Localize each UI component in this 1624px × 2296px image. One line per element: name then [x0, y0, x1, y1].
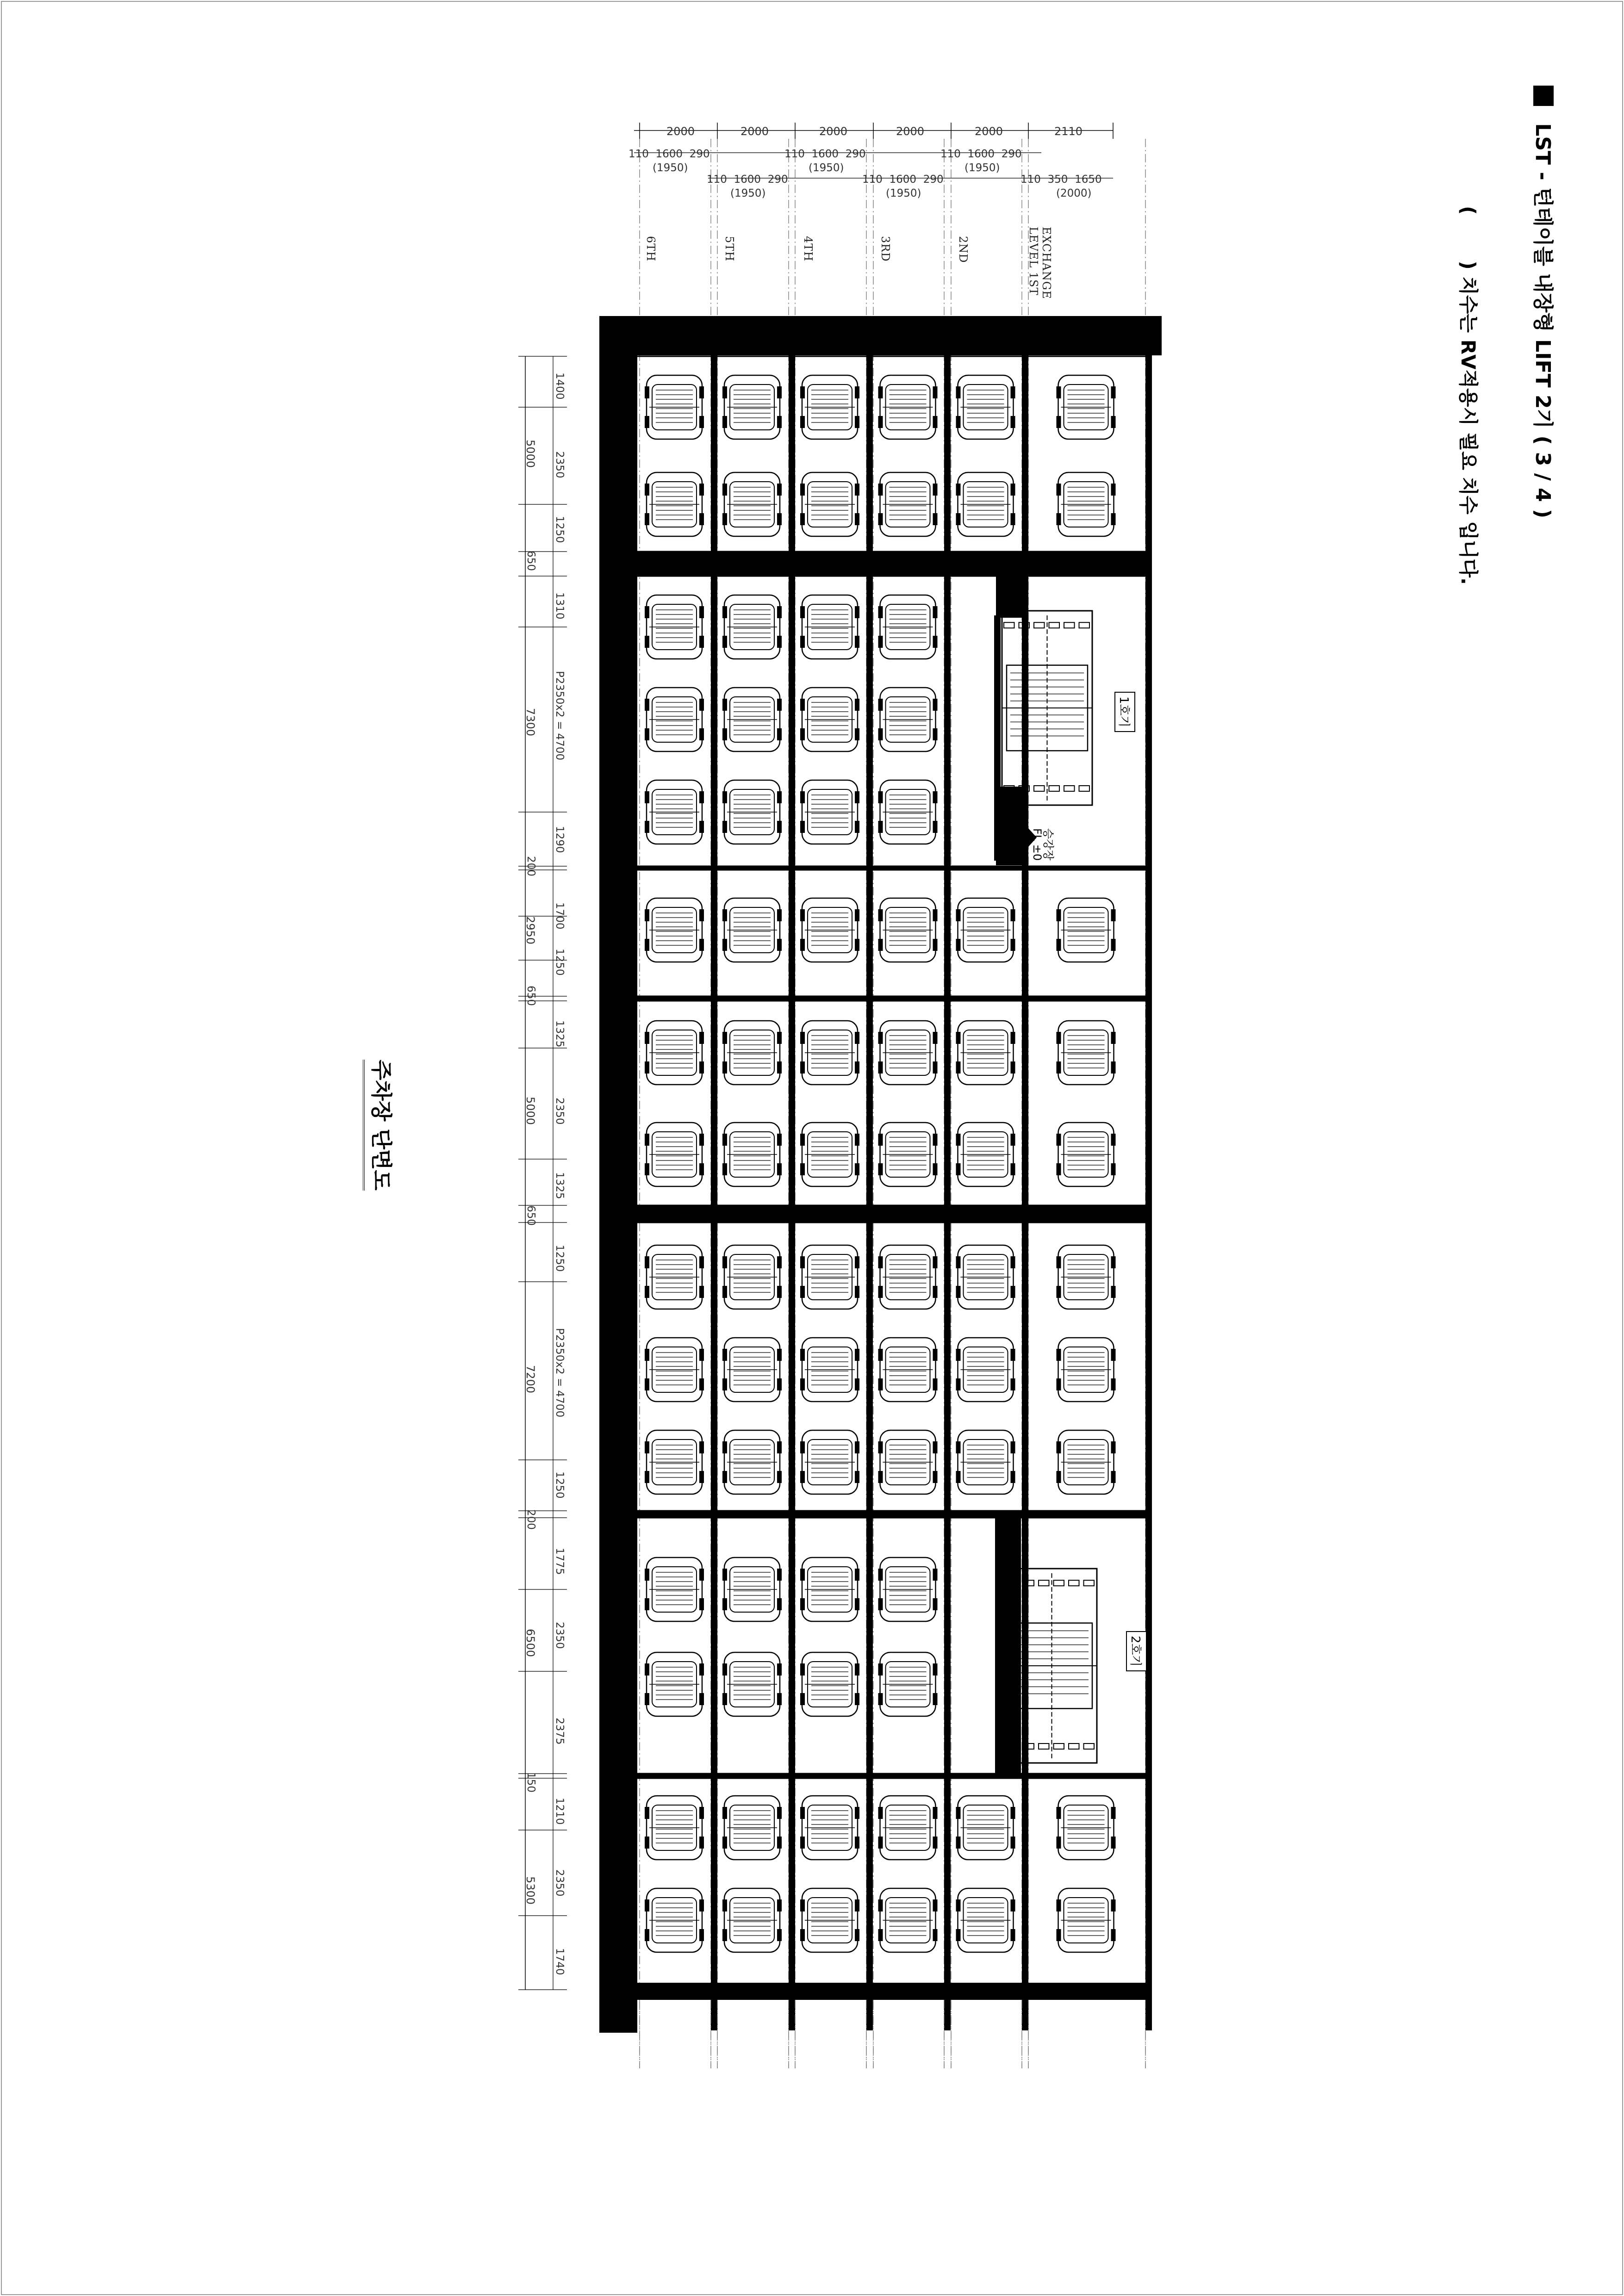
car-icon: [800, 595, 859, 659]
car-icon: [956, 1123, 1015, 1186]
car-icon: [956, 1245, 1015, 1309]
floor-slab: [637, 996, 1146, 1001]
car-icon: [722, 780, 782, 844]
column-wall: [866, 355, 873, 2030]
zone-sub-dim: 1310: [554, 592, 566, 620]
drawing-title: [1530, 86, 1560, 518]
lift-1-mechanism: [1002, 611, 1092, 805]
car-icon: [722, 1796, 782, 1860]
zone-sub-dim: 1290: [554, 826, 566, 853]
floor-label-3rd: 3RD: [879, 236, 892, 262]
top-dim-total: 2000: [740, 125, 769, 138]
top-slab: [599, 316, 1162, 355]
zone-total-dim: 5000: [524, 1097, 537, 1125]
car-icon: [645, 1652, 704, 1716]
zone-sub-dim: 2350: [554, 1098, 566, 1125]
car-icon: [1057, 1888, 1116, 1952]
top-dim-total: 2000: [666, 125, 695, 138]
floor-slab: [637, 866, 1146, 870]
zone-sub-dim: 1210: [554, 1798, 566, 1825]
car-icon: [722, 688, 782, 751]
lift-2-shaft-wall: [995, 1518, 1021, 1777]
car-icon: [645, 1021, 704, 1085]
top-dim-detail: 110 1600 290: [628, 148, 710, 160]
car-icon: [645, 1430, 704, 1494]
top-dim-total: 2000: [896, 125, 925, 138]
top-dim-rv: (2000): [1056, 187, 1092, 199]
top-dim-detail: 110 1600 290: [940, 148, 1022, 160]
car-icon: [800, 1245, 859, 1309]
zone-sub-dim: 2350: [554, 1869, 566, 1897]
car-icon: [722, 1338, 782, 1402]
lift-1-level-value: FL ±0: [1031, 828, 1044, 861]
car-icon: [800, 1558, 859, 1621]
car-icon: [645, 1888, 704, 1952]
car-icon: [800, 1796, 859, 1860]
car-icon: [1057, 1338, 1116, 1402]
car-icon: [800, 1021, 859, 1085]
top-dim-rv: (1950): [653, 162, 688, 174]
zone-sub-dim: 1250: [554, 1245, 566, 1272]
car-icon: [722, 472, 782, 536]
car-icon: [722, 1123, 782, 1186]
floor-label-4th: 4TH: [802, 236, 815, 262]
zone-gap-dim: 650: [525, 986, 537, 1006]
car-icon: [878, 688, 938, 751]
car-icon: [1057, 472, 1116, 536]
zone-sub-dim: P2350x2 = 4700: [554, 1328, 566, 1418]
car-icon: [722, 1430, 782, 1494]
floor-label-5th: 5TH: [723, 236, 736, 262]
car-icon: [878, 780, 938, 844]
note-open-bracket: (: [1457, 206, 1480, 215]
car-icon: [722, 1652, 782, 1716]
lift-1-shaft-wall: [996, 787, 1022, 865]
zone-gap-dim: 200: [525, 856, 537, 876]
top-dim-total: 2000: [975, 125, 1003, 138]
zone-gap-dim: 650: [525, 551, 537, 571]
car-icon: [800, 1338, 859, 1402]
floor-label-6th: 6TH: [644, 236, 657, 262]
car-icon: [878, 1338, 938, 1402]
car-icon: [1057, 1245, 1116, 1309]
zone-sub-dim: 1250: [554, 1471, 566, 1499]
car-icon: [722, 1021, 782, 1085]
car-icon: [800, 1123, 859, 1186]
car-icon: [722, 1558, 782, 1621]
zone-gap-dim: 150: [525, 1772, 537, 1793]
car-icon: [956, 375, 1015, 439]
floor-slab: [637, 1205, 1146, 1222]
section-title: 주차장 단면도: [363, 1060, 398, 1191]
top-dim-rv: (1950): [730, 187, 766, 199]
top-dim-rv: (1950): [886, 187, 921, 199]
car-icon: [722, 898, 782, 962]
floor-slab: [637, 552, 1146, 576]
car-icon: [800, 898, 859, 962]
car-icon: [800, 472, 859, 536]
car-icon: [878, 1652, 938, 1716]
zone-sub-dim: 1250: [554, 949, 566, 976]
lift-1-level-mark: 승강장: [1042, 828, 1055, 861]
zone-sub-dim: 1740: [554, 1948, 566, 1975]
zone-total-dim: 5300: [524, 1876, 537, 1905]
zone-sub-dim: 1775: [554, 1548, 566, 1575]
car-icon: [722, 1888, 782, 1952]
car-icon: [722, 595, 782, 659]
column-wall: [1022, 355, 1028, 2030]
car-icon: [645, 595, 704, 659]
zone-total-dim: 7300: [524, 708, 537, 737]
title-text: LST - 턴테이블 내장형 LIFT 2기 ( 3 / 4 ): [1531, 123, 1555, 519]
top-dim-rv: (1950): [964, 162, 1000, 174]
car-icon: [956, 898, 1015, 962]
car-icon: [878, 1245, 938, 1309]
car-icon: [1057, 1021, 1116, 1085]
car-icon: [722, 1245, 782, 1309]
car-icon: [722, 375, 782, 439]
car-icon: [956, 472, 1015, 536]
car-icon: [1057, 375, 1116, 439]
car-icon: [878, 1558, 938, 1621]
car-icon: [645, 1245, 704, 1309]
floor-label-1st: EXCHANGE LEVEL 1ST: [1027, 227, 1053, 299]
top-dim-rv: (1950): [809, 162, 844, 174]
zone-total-dim: 2950: [524, 916, 537, 945]
car-icon: [956, 1338, 1015, 1402]
car-icon: [645, 688, 704, 751]
car-icon: [800, 1652, 859, 1716]
top-dim-detail: 110 1600 290: [784, 148, 866, 160]
lift-2-label: 2호기: [1126, 1631, 1147, 1671]
car-icon: [645, 375, 704, 439]
car-icon: [800, 780, 859, 844]
car-icon: [1057, 1796, 1116, 1860]
zone-total-dim: 6500: [524, 1629, 537, 1657]
top-dim-detail: 110 1600 290: [707, 174, 788, 186]
floor-slab: [637, 1983, 1146, 1990]
top-dim-total: 2000: [819, 125, 848, 138]
car-icon: [878, 1888, 938, 1952]
bottom-slab: [599, 1990, 1152, 2000]
floor-slab: [637, 1774, 1146, 1778]
car-icon: [800, 688, 859, 751]
top-dim-detail: 110 350 1650: [1020, 174, 1102, 186]
zone-total-dim: 7200: [524, 1365, 537, 1394]
zone-sub-dim: 1325: [554, 1020, 566, 1048]
car-icon: [878, 595, 938, 659]
car-icon: [956, 1888, 1015, 1952]
right-wall: [1145, 355, 1152, 2030]
top-dim-total: 2110: [1054, 125, 1083, 138]
zone-sub-dim: 2375: [554, 1718, 566, 1745]
column-wall: [711, 355, 717, 2030]
zone-sub-dim: 2350: [554, 451, 566, 478]
zone-sub-dim: 1325: [554, 1172, 566, 1199]
car-icon: [645, 780, 704, 844]
car-icon: [878, 1123, 938, 1186]
car-icon: [800, 1888, 859, 1952]
zone-gap-dim: 200: [525, 1509, 537, 1530]
car-icon: [1057, 898, 1116, 962]
car-icon: [878, 1796, 938, 1860]
car-icon: [878, 898, 938, 962]
zone-sub-dim: 1700: [554, 902, 566, 930]
zone-sub-dim: 1250: [554, 516, 566, 543]
zone-gap-dim: 650: [525, 1205, 537, 1226]
car-icon: [645, 1796, 704, 1860]
car-icon: [645, 1123, 704, 1186]
lift-1-label: 1호기: [1114, 692, 1135, 732]
car-icon: [645, 1338, 704, 1402]
car-icon: [956, 1021, 1015, 1085]
car-icon: [1057, 1123, 1116, 1186]
car-icon: [1057, 1430, 1116, 1494]
zone-total-dim: 5000: [524, 440, 537, 468]
car-icon: [878, 1021, 938, 1085]
column-wall: [789, 355, 795, 2030]
car-icon: [878, 375, 938, 439]
car-icon: [878, 472, 938, 536]
note-text: ) 치수는 RV적용시 필요 치수 입니다.: [1457, 261, 1480, 585]
top-dim-detail: 110 1600 290: [862, 174, 944, 186]
floor-label-2nd: 2ND: [957, 236, 970, 263]
car-icon: [645, 898, 704, 962]
zone-sub-dim: 2350: [554, 1622, 566, 1649]
car-icon: [878, 1430, 938, 1494]
car-icon: [645, 472, 704, 536]
left-wall: [599, 316, 637, 2033]
column-wall: [944, 355, 951, 2030]
car-icon: [956, 1430, 1015, 1494]
car-icon: [800, 1430, 859, 1494]
car-icon: [956, 1796, 1015, 1860]
car-icon: [645, 1558, 704, 1621]
car-icon: [800, 375, 859, 439]
zone-sub-dim: 1400: [554, 372, 566, 400]
drawing-note: [1456, 206, 1483, 585]
zone-sub-dim: P2350x2 = 4700: [554, 671, 566, 761]
floor-slab: [637, 1511, 1146, 1518]
title-square-icon: [1533, 86, 1554, 106]
